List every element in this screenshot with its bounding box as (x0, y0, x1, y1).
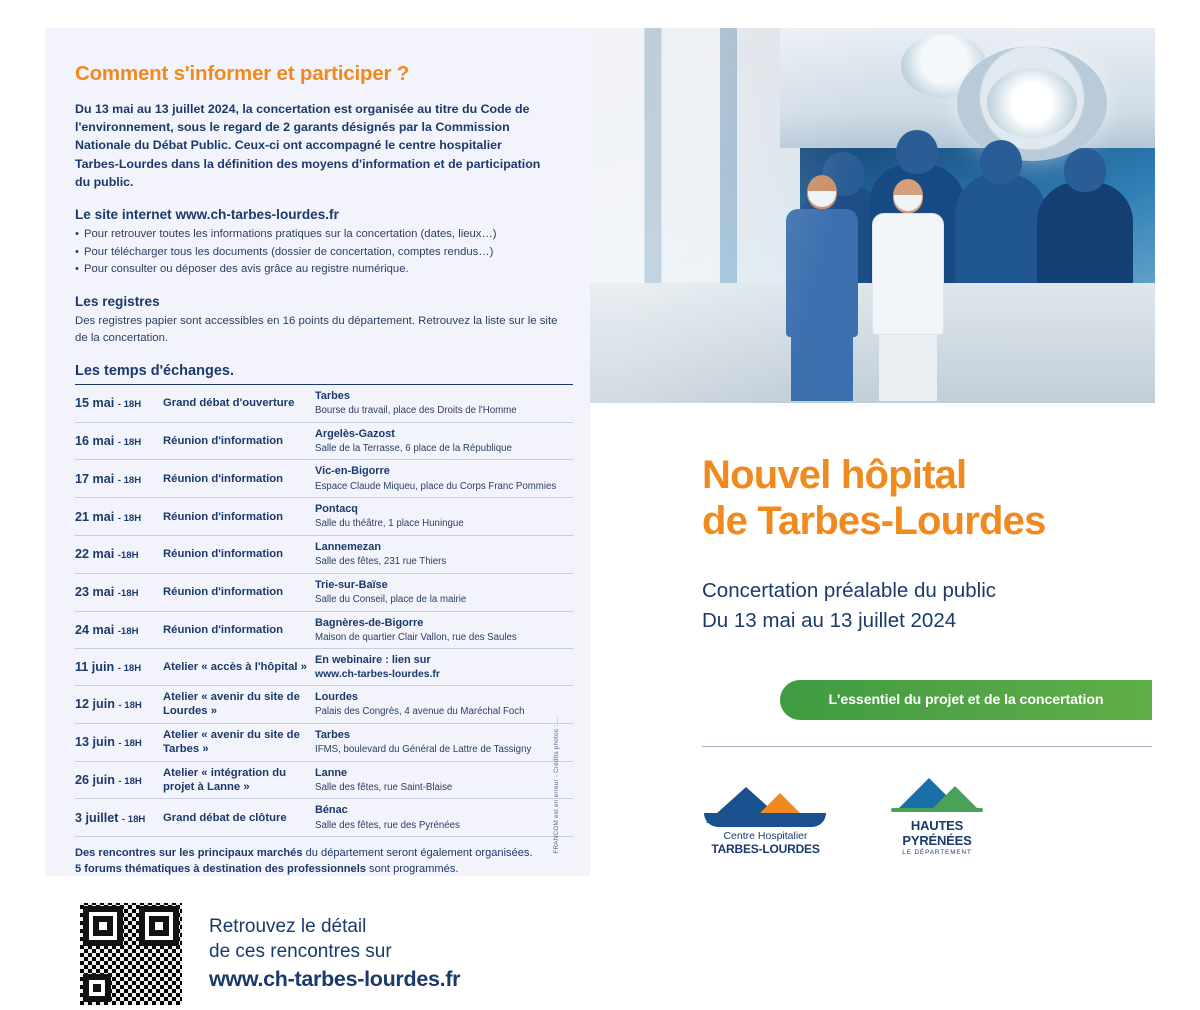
city-label: Argelès-Gazost (315, 427, 395, 440)
table-row (75, 799, 573, 837)
website-heading: Le site internet www.ch-tarbes-lourdes.fr (75, 207, 339, 223)
cover-subtitle-line-1: Concertation préalable du public (702, 579, 997, 602)
schedule-note (75, 846, 575, 878)
table-row (75, 498, 573, 536)
logo-department (881, 776, 993, 856)
cell-date (75, 498, 163, 536)
cell-place (315, 536, 573, 574)
hour-label: - 18H (117, 399, 142, 411)
cover-title-line-1: Nouvel hôpital (702, 453, 967, 497)
cell-date (75, 536, 163, 574)
cell-title: Réunion d'information (163, 472, 284, 485)
hour-label: - 18H (117, 512, 142, 524)
address-label: Bourse du travail, place des Droits de l'Homme (315, 405, 517, 417)
address-label: Espace Claude Miqueu, place du Corps Franc Pommies (315, 480, 557, 492)
cell-title: Grand débat de clôture (163, 811, 287, 824)
cell-date (75, 573, 163, 611)
essential-banner: L'essentiel du projet et de la concertation (780, 680, 1152, 720)
qr-line-2: de ces rencontres sur (209, 941, 392, 963)
city-label: Lanne (315, 766, 348, 779)
note-bold-2: 5 forums thématiques à destination des professionnels (75, 862, 366, 875)
cell-title: Réunion d'information (163, 548, 284, 561)
logo-hospital (698, 781, 833, 856)
date-label: 21 mai (75, 509, 115, 524)
intro-paragraph (75, 100, 545, 191)
registers-heading: Les registres (75, 293, 160, 309)
table-row (75, 422, 573, 460)
cell-place (315, 723, 573, 761)
cell-title: Réunion d'information (163, 510, 284, 523)
left-panel (45, 28, 590, 991)
hour-label: - 18H (117, 474, 142, 486)
hour-label: - 18H (117, 437, 142, 449)
schedule-heading: Les temps d'échanges. (75, 362, 234, 379)
cell-date (75, 384, 163, 422)
intro-rest: la concertation est organisée au titre du Code de l'environnement, sous le regard de 2 garants désignés par la Commission Nationale du Débat Public. Ceux-ci ont accompagné le centre hospitalier Tarbes-Lourdes dans la définition des moyens d'information et de participation du public. (75, 102, 541, 189)
city-label: Bénac (315, 804, 348, 817)
list-item: • Pour retrouver toutes les informations pratiques sur la concertation (dates, lieux…) (75, 226, 568, 244)
website-url[interactable]: www.ch-tarbes-lourdes.fr (209, 966, 461, 991)
cell-title: Réunion d'information (163, 623, 284, 636)
address-label: Salle du théâtre, 1 place Huningue (315, 518, 464, 530)
department-logo-icon (881, 776, 993, 818)
address-label: IFMS, boulevard du Général de Lattre de Tassigny (315, 744, 532, 755)
table-row (75, 536, 573, 574)
date-label: 15 mai (75, 396, 115, 411)
table-row (75, 761, 573, 799)
date-label: 3 juillet (75, 810, 119, 825)
address-label: Maison de quartier Clair Vallon, rue des Saules (315, 631, 517, 643)
cell-place (315, 460, 573, 498)
cell-date (75, 761, 163, 799)
hospital-logo-icon (698, 781, 833, 827)
qr-line-1: Retrouvez le détail (209, 915, 367, 937)
date-label: 24 mai (75, 622, 115, 637)
list-item: • Pour consulter ou déposer des avis grâce au registre numérique. (75, 261, 568, 279)
address-label: Palais des Congrès, 4 avenue du Maréchal Foch (315, 706, 525, 718)
list-item: • Pour télécharger tous les documents (dossier de concertation, comptes rendus…) (75, 244, 568, 262)
cell-date (75, 460, 163, 498)
cell-date (75, 611, 163, 649)
date-label: 12 juin (75, 697, 115, 712)
city-label: Vic-en-Bigorre (315, 465, 390, 478)
address-label: Salle des fêtes, 231 rue Thiers (315, 556, 447, 568)
cell-place (315, 799, 573, 837)
department-logo-line-3: LE DÉPARTEMENT (902, 849, 972, 856)
cell-place (315, 649, 573, 686)
website-bullet-list (75, 226, 568, 279)
date-label: 22 mai (75, 547, 115, 562)
hospital-photo (590, 28, 1155, 403)
cell-date (75, 686, 163, 724)
logo-row (698, 776, 993, 856)
cell-place (315, 573, 573, 611)
qr-code-icon[interactable] (75, 898, 187, 1010)
photo-credit: FRANCOM est en erreur - Crédits photos : ... (553, 717, 560, 854)
city-label: Trie-sur-Baïse (315, 578, 388, 591)
hour-label: -18H (117, 588, 139, 600)
qr-block (75, 898, 568, 1010)
table-row (75, 573, 573, 611)
hospital-logo-line-2: TARBES-LOURDES (711, 842, 820, 856)
cell-title: Atelier « avenir du site de Lourdes » (163, 691, 300, 718)
date-label: 17 mai (75, 471, 115, 486)
cell-place (315, 761, 573, 799)
hour-label: - 18H (117, 663, 142, 675)
hour-label: -18H (117, 550, 139, 562)
table-row (75, 384, 573, 422)
hour-label: - 18H (118, 700, 142, 712)
divider (702, 746, 1152, 747)
cover-subtitle (702, 576, 996, 635)
address-label: Salle du Conseil, place de la mairie (315, 593, 467, 605)
note-bold-1: Des rencontres sur les principaux marchés (75, 847, 303, 860)
city-label: Lannemezan (315, 541, 381, 554)
department-logo-line-2: PYRÉNÉES (902, 833, 972, 848)
table-row (75, 686, 573, 724)
cell-date (75, 422, 163, 460)
qr-caption (209, 914, 460, 994)
cell-title: Atelier « avenir du site de Tarbes » (163, 729, 300, 756)
address-label: Salle de la Terrasse, 6 place de la République (315, 442, 512, 454)
department-logo-line-1: HAUTES (910, 818, 964, 833)
cell-title: Réunion d'information (163, 586, 284, 599)
registers-text: Des registres papier sont accessibles en 16 points du département. Retrouvez la liste sur le site de la concertation. (75, 314, 558, 344)
cover-subtitle-line-2: Du 13 mai au 13 juillet 2024 (702, 608, 957, 632)
cell-title: Atelier « intégration du projet à Lanne » (163, 766, 287, 793)
table-row (75, 460, 573, 498)
note-rest-1: du département seront également organisées. (302, 847, 533, 860)
cover-title (702, 452, 1046, 545)
hospital-logo-line-1: Centre Hospitalier (723, 830, 808, 842)
table-row (75, 611, 573, 649)
address-label: Salle des fêtes, rue des Pyrénées (315, 819, 460, 831)
cover-title-line-2: de Tarbes-Lourdes (702, 499, 1046, 544)
cell-title: Atelier « accès à l'hôpital » (163, 661, 307, 674)
city-label: Tarbes (315, 728, 350, 741)
cell-place (315, 611, 573, 649)
city-label: Lourdes (315, 691, 358, 704)
city-label: Pontacq (315, 503, 358, 516)
cell-title: Grand débat d'ouverture (163, 397, 295, 410)
note-rest-2: sont programmés. (365, 862, 459, 875)
address-label: www.ch-tarbes-lourdes.fr (315, 668, 440, 680)
cell-date (75, 723, 163, 761)
hour-label: - 18H (121, 813, 146, 825)
photo-overlay (590, 28, 1155, 403)
page-title: Comment s'informer et participer ? (75, 62, 410, 85)
table-row (75, 649, 573, 686)
table-row (75, 723, 573, 761)
cell-title: Réunion d'information (163, 435, 284, 447)
date-label: 26 juin (75, 773, 115, 787)
cell-place (315, 384, 573, 422)
cell-date (75, 799, 163, 837)
city-label: Bagnères-de-Bigorre (315, 616, 424, 629)
city-label: En webinaire : lien sur (315, 654, 431, 667)
date-label: 11 juin (75, 660, 115, 675)
right-panel (590, 28, 1155, 876)
date-label: 13 juin (75, 735, 115, 750)
hour-label: - 18H (118, 738, 142, 750)
cell-place (315, 686, 573, 724)
cell-date (75, 649, 163, 686)
date-label: 23 mai (75, 585, 115, 600)
date-label: 16 mai (75, 434, 115, 449)
cell-place (315, 498, 573, 536)
flyer-sheet (45, 28, 1155, 991)
hour-label: - 18H (118, 776, 142, 787)
schedule-table (75, 384, 573, 837)
intro-bold: Du 13 mai au 13 juillet 2024, (75, 102, 239, 116)
address-label: Salle des fêtes, rue Saint-Blaise (315, 781, 453, 793)
cell-place (315, 422, 573, 460)
city-label: Tarbes (315, 389, 350, 402)
hour-label: -18H (117, 625, 139, 637)
